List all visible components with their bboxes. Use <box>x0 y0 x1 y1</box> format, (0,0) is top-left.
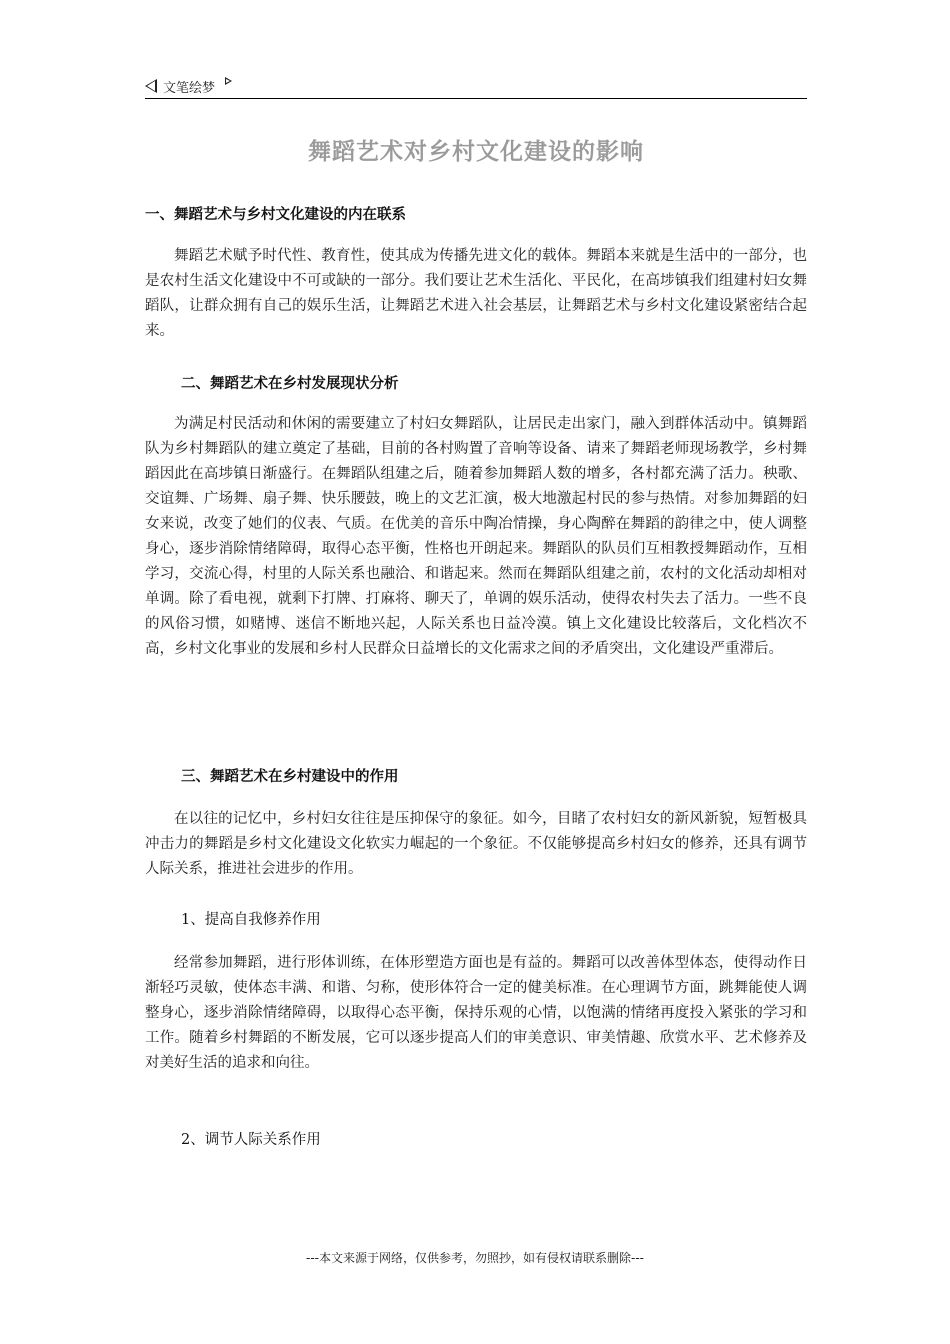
paragraph-3: 在以往的记忆中，乡村妇女往往是压抑保守的象征。如今，目睹了农村妇女的新风新貌，短暂极具冲击力的舞蹈是乡村文化建设文化软实力崛起的一个象征。不仅能够提高乡村妇女的修养，还具有调节人际关系，推进社会进步的作用。 <box>145 811 807 877</box>
triangle-left-icon <box>145 79 157 93</box>
section-heading-2: 二、舞蹈艺术在乡村发展现状分析 <box>181 376 399 392</box>
paragraph-4: 经常参加舞蹈，进行形体训练，在体形塑造方面也是有益的。舞蹈可以改善体型体态，使得动作日渐轻巧灵敏，使体态丰满、和谐、匀称，使形体符合一定的健美标准。在心理调节方面，跳舞能使人调整身心，逐步消除情绪障碍，以取得心态平衡，保持乐观的心情，以饱满的情绪再度投入紧张的学习和工作。随着乡村舞蹈的不断发展，它可以逐步提高人们的审美意识、审美情趣、欣赏水平、艺术修养及对美好生活的追求和向往。 <box>145 955 807 1071</box>
triangle-right-icon <box>225 77 232 85</box>
page-header <box>145 74 807 99</box>
footer-disclaimer: ---本文来源于网络，仅供参考，勿照抄，如有侵权请联系删除--- <box>306 1251 644 1265</box>
subheading-2: 2、调节人际关系作用 <box>181 1132 321 1148</box>
paragraph-2: 为满足村民活动和休闲的需要建立了村妇女舞蹈队，让居民走出家门，融入到群体活动中。镇舞蹈队为乡村舞蹈队的建立奠定了基础，目前的各村购置了音响等设备、请来了舞蹈老师现场教学，乡村舞蹈因此在高埗镇日渐盛行。在舞蹈队组建之后，随着参加舞蹈人数的增多，各村都充满了活力。秧歌、交谊舞、广场舞、扇子舞、快乐腰鼓，晚上的文艺汇演，极大地激起村民的参与热情。对参加舞蹈的妇女来说，改变了她们的仪表、气质。在优美的音乐中陶冶情操，身心陶醉在舞蹈的韵律之中，使人调整身心，逐步消除情绪障碍，取得心态平衡，性格也开朗起来。舞蹈队的队员们互相教授舞蹈动作，互相学习，交流心得，村里的人际关系也融洽、和谐起来。然而在舞蹈队组建之前，农村的文化活动却相对单调。除了看电视，就剩下打牌、打麻将、聊天了，单调的娱乐活动，使得农村失去了活力。一些不良的风俗习惯，如赌博、迷信不断地兴起，人际关系也日益冷漠。镇上文化建设比较落后，文化档次不高，乡村文化事业的发展和乡村人民群众日益增长的文化需求之间的矛盾突出，文化建设严重滞后。 <box>145 416 807 657</box>
section-heading-3: 三、舞蹈艺术在乡村建设中的作用 <box>181 769 399 785</box>
header-brand: 文笔绘梦 <box>163 80 216 96</box>
paragraph-1: 舞蹈艺术赋予时代性、教育性，使其成为传播先进文化的载体。舞蹈本来就是生活中的一部分，也是农村生活文化建设中不可或缺的一部分。我们要让艺术生活化、平民化，在高埗镇我们组建村妇女舞蹈队，让群众拥有自己的娱乐生活，让舞蹈艺术进入社会基层，让舞蹈艺术与乡村文化建设紧密结合起来。 <box>145 248 807 339</box>
document-title: 舞蹈艺术对乡村文化建设的影响 <box>308 139 644 165</box>
section-heading-1: 一、舞蹈艺术与乡村文化建设的内在联系 <box>145 207 406 223</box>
subheading-1: 1、提高自我修养作用 <box>181 912 321 928</box>
